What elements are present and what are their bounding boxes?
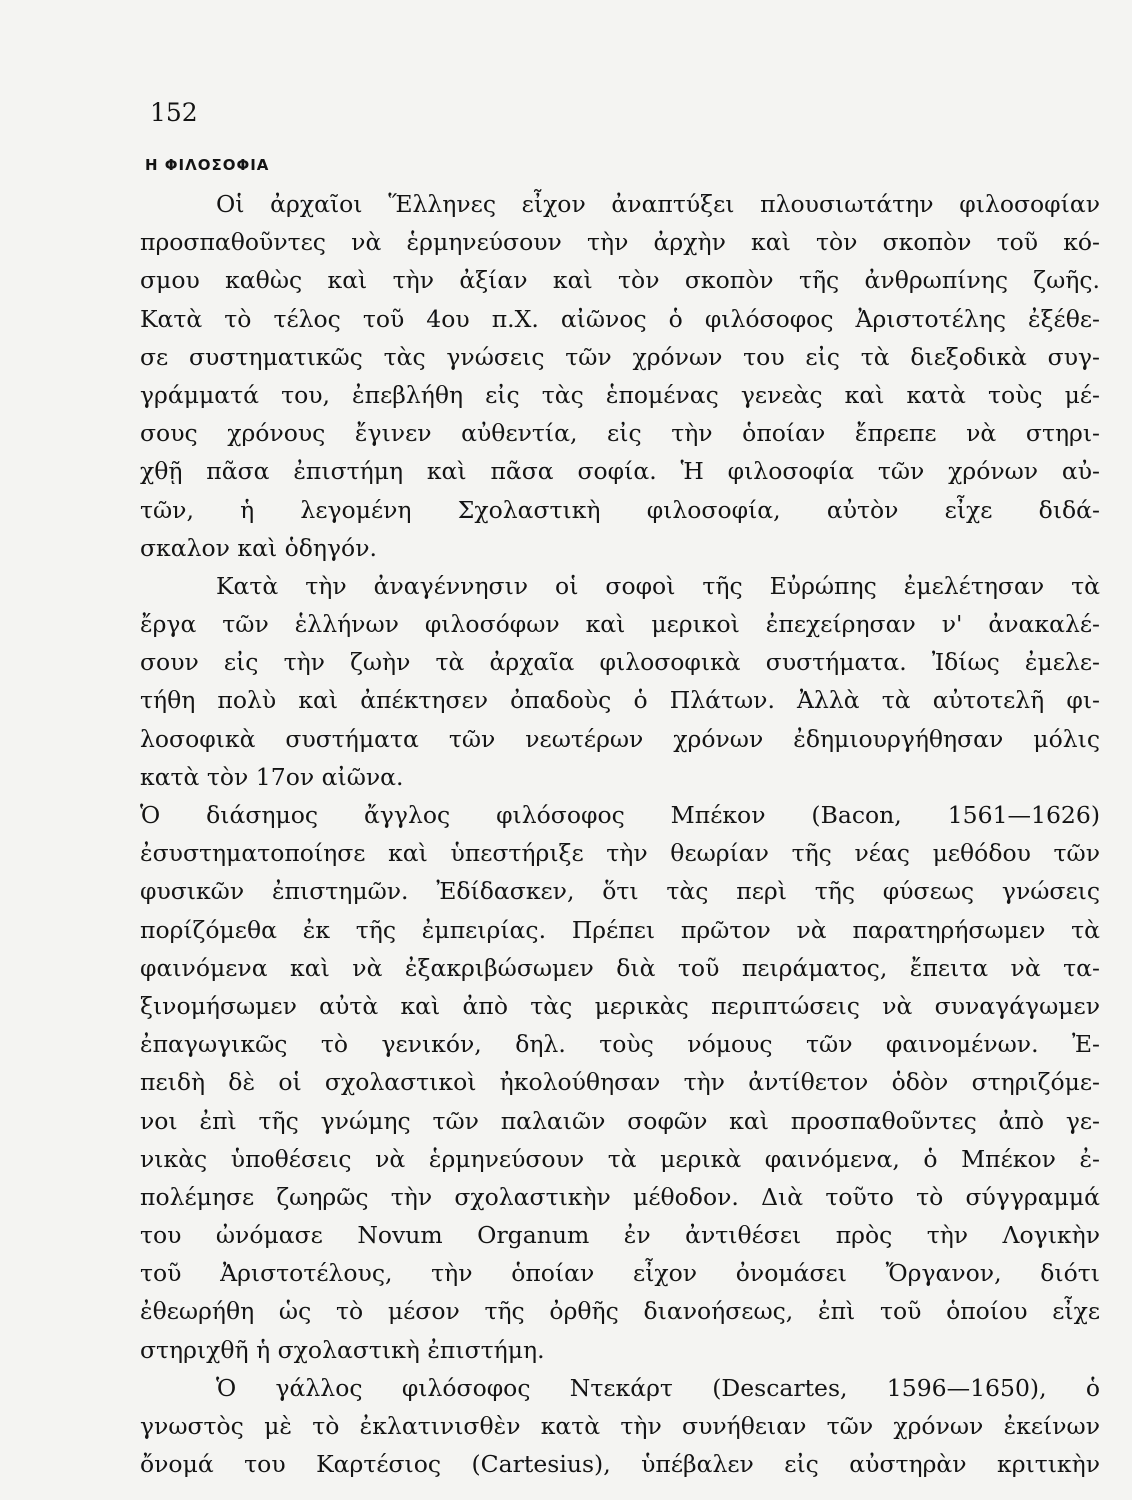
text-line: νοι ἐπὶ τῆς γνώμης τῶν παλαιῶν σοφῶν καὶ προσπαθοῦντες ἀπὸ γε- (140, 1106, 1100, 1135)
text-line: τήθη πολὺ καὶ ἀπέκτησεν ὀπαδοὺς ὁ Πλάτων. Ἀλλὰ τὰ αὐτοτελῆ φι- (140, 686, 1100, 715)
text-line: φυσικῶν ἐπιστημῶν. Ἐδίδασκεν, ὅτι τὰς περὶ τῆς φύσεως γνώσεις (140, 877, 1100, 906)
text-line: σουν εἰς τὴν ζωὴν τὰ ἀρχαῖα φιλοσοφικὰ συστήματα. Ἰδίως ἐμελε- (140, 648, 1100, 677)
text-line: ἐσυστηματοποίησε καὶ ὑπεστήριξε τὴν θεωρίαν τῆς νέας μεθόδου τῶν (140, 839, 1100, 868)
text-line: χθῇ πᾶσα ἐπιστήμη καὶ πᾶσα σοφία. Ἡ φιλοσοφία τῶν χρόνων αὐ- (140, 457, 1100, 486)
text-line: σε συστηματικῶς τὰς γνώσεις τῶν χρόνων του εἰς τὰ διεξοδικὰ συγ- (140, 342, 1100, 371)
text-line: πειδὴ δὲ οἱ σχολαστικοὶ ἠκολούθησαν τὴν ἀντίθετον ὁδὸν στηριζόμε- (140, 1068, 1100, 1097)
text-line: ὄνομά του Καρτέσιος (Cartesius), ὑπέβαλεν εἰς αὐστηρὰν κριτικὴν (140, 1450, 1100, 1479)
text-line: πολέμησε ζωηρῶς τὴν σχολαστικὴν μέθοδον. Διὰ τοῦτο τὸ σύγγραμμά (140, 1182, 1100, 1211)
text-line: ἐπαγωγικῶς τὸ γενικόν, δηλ. τοὺς νόμους τῶν φαινομένων. Ἐ- (140, 1030, 1100, 1059)
running-head: Η ΦΙΛΟΣΟΦΙΑ (145, 156, 270, 174)
text-line: σους χρόνους ἔγινεν αὐθεντία, εἰς τὴν ὁποίαν ἔπρεπε νὰ στηρι- (140, 419, 1100, 448)
text-line: Ὁ διάσημος ἄγγλος φιλόσοφος Μπέκον (Bacon, 1561—1626) (140, 801, 1100, 829)
text-line: πορίζόμεθα ἐκ τῆς ἐμπειρίας. Πρέπει πρῶτον νὰ παρατηρήσωμεν τὰ (140, 915, 1100, 944)
text-line: φαινόμενα καὶ νὰ ἐξακριβώσωμεν διὰ τοῦ πειράματος, ἔπειτα νὰ τα- (140, 953, 1100, 982)
text-line: κατὰ τὸν 17ον αἰῶνα. (140, 762, 404, 791)
text-line: λοσοφικὰ συστήματα τῶν νεωτέρων χρόνων ἐδημιουργήθησαν μόλις (140, 724, 1100, 753)
body-text (140, 185, 1100, 1483)
page-number: 152 (150, 98, 198, 127)
text-line: σμου καθὼς καὶ τὴν ἀξίαν καὶ τὸν σκοπὸν τῆς ἀνθρωπίνης ζωῆς. (140, 266, 1100, 295)
text-line: γνωστὸς μὲ τὸ ἐκλατινισθὲν κατὰ τὴν συνήθειαν τῶν χρόνων ἐκείνων (140, 1412, 1100, 1440)
text-line: νικὰς ὑποθέσεις νὰ ἑρμηνεύσουν τὰ μερικὰ φαινόμενα, ὁ Μπέκον ἐ- (140, 1144, 1100, 1173)
text-line: τοῦ Ἀριστοτέλους, τὴν ὁποίαν εἶχον ὀνομάσει Ὄργανον, διότι (140, 1259, 1100, 1288)
text-line: προσπαθοῦντες νὰ ἑρμηνεύσουν τὴν ἀρχὴν καὶ τὸν σκοπὸν τοῦ κό- (140, 228, 1100, 257)
text-line: στηριχθῆ ἡ σχολαστικὴ ἐπιστήμη. (140, 1335, 545, 1364)
text-line: ξινομήσωμεν αὐτὰ καὶ ἀπὸ τὰς μερικὰς περιπτώσεις νὰ συναγάγωμεν (140, 991, 1100, 1020)
text-line: Κατὰ τὴν ἀναγέννησιν οἱ σοφοὶ τῆς Εὐρώπης ἐμελέτησαν τὰ (216, 571, 1100, 600)
text-line: σκαλον καὶ ὁδηγόν. (140, 533, 377, 562)
text-line: Κατὰ τὸ τέλος τοῦ 4ου π.Χ. αἰῶνος ὁ φιλόσοφος Ἀριστοτέλης ἐξέθε- (140, 304, 1100, 333)
text-line: Ὁ γάλλος φιλόσοφος Ντεκάρτ (Descartes, 1596—1650), ὁ (216, 1373, 1100, 1402)
text-line: ἐθεωρήθη ὡς τὸ μέσον τῆς ὀρθῆς διανοήσεως, ἐπὶ τοῦ ὁποίου εἶχε (140, 1297, 1100, 1326)
text-line: Οἱ ἀρχαῖοι Ἕλληνες εἶχον ἀναπτύξει πλουσιωτάτην φιλοσοφίαν (216, 190, 1100, 218)
text-line: γράμματά του, ἐπεβλήθη εἰς τὰς ἑπομένας γενεὰς καὶ κατὰ τοὺς μέ- (140, 380, 1100, 409)
text-line: ἔργα τῶν ἑλλήνων φιλοσόφων καὶ μερικοὶ ἐπεχείρησαν ν' ἀνακαλέ- (140, 610, 1100, 639)
text-line: τῶν, ἡ λεγομένη Σχολαστικὴ φιλοσοφία, αὐτὸν εἶχε διδά- (140, 495, 1100, 524)
text-line: του ὠνόμασε Novum Organum ἐν ἀντιθέσει πρὸς τὴν Λογικὴν (140, 1221, 1100, 1250)
